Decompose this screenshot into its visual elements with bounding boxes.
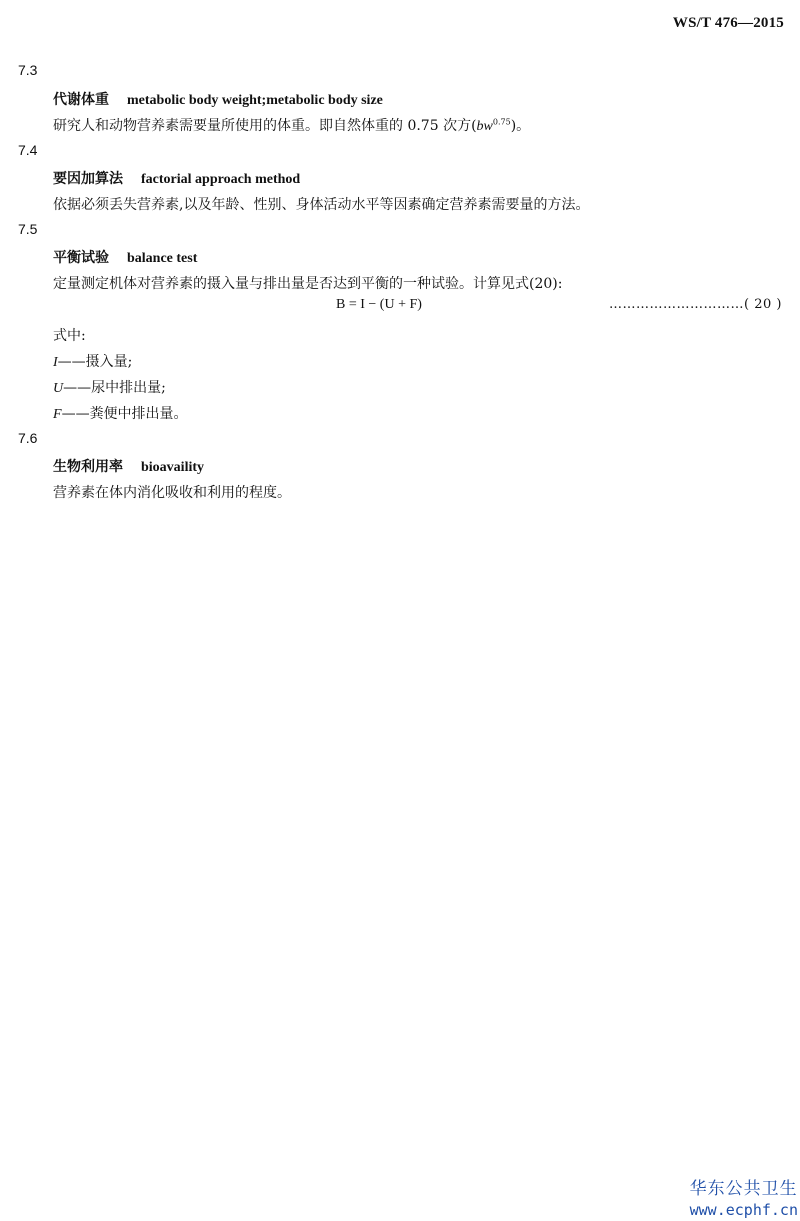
definition-text: 研究人和动物营养素需要量所使用的体重。即自然体重的 0.75 次方( [53,118,477,134]
definition-text-end: )。 [510,118,531,134]
term-cn: 代谢体重 [53,92,109,108]
watermark [690,1174,798,1219]
where-label: 式中: [53,328,86,344]
standard-code: WS/T 476—2015 [672,15,784,31]
term-cn: 要因加算法 [53,171,123,187]
formula-reference: …………………………( 20 ) [609,297,782,312]
term-heading-7-3 [53,89,383,109]
variable-desc: ——粪便中排出量。 [61,406,188,422]
variable-symbol: I [53,355,58,370]
variable-line-f [53,403,188,423]
variable-symbol: U [53,381,64,396]
term-en: balance test [127,251,198,266]
exponent: 0.75 [492,117,511,127]
term-heading-7-4 [53,168,300,188]
term-cn: 平衡试验 [53,250,109,266]
variable-desc: ——尿中排出量; [63,380,166,396]
term-heading-7-5 [53,247,197,267]
variable-symbol: F [53,407,62,422]
variable-bw: bw [476,119,493,134]
clause-number-7-6: 7.6 [18,430,38,446]
clause-number-7-4: 7.4 [18,142,38,158]
variable-line-i [53,351,132,371]
watermark-text: 华东公共卫生 [689,1179,798,1199]
term-en: metabolic body weight;metabolic body size [127,93,383,108]
term-en: factorial approach method [141,172,301,187]
term-en: bioavaility [141,460,205,475]
clause-number-7-3: 7.3 [18,62,38,78]
formula: B = I − (U + F) [336,297,422,312]
watermark-url[interactable]: www.ecphf.cn [689,1201,798,1219]
definition-7-5: 定量测定机体对营养素的摄入量与排出量是否达到平衡的一种试验。计算见式(20): [53,276,563,292]
term-cn: 生物利用率 [53,459,123,475]
variable-line-u [53,377,166,397]
definition-7-4: 依据必须丢失营养素,以及年龄、性别、身体活动水平等因素确定营养素需要量的方法。 [53,197,590,213]
clause-number-7-5: 7.5 [18,221,38,237]
definition-7-3 [53,115,530,135]
definition-7-6: 营养素在体内消化吸收和利用的程度。 [53,485,291,501]
variable-desc: ——摄入量; [57,354,133,370]
term-heading-7-6 [53,456,204,476]
